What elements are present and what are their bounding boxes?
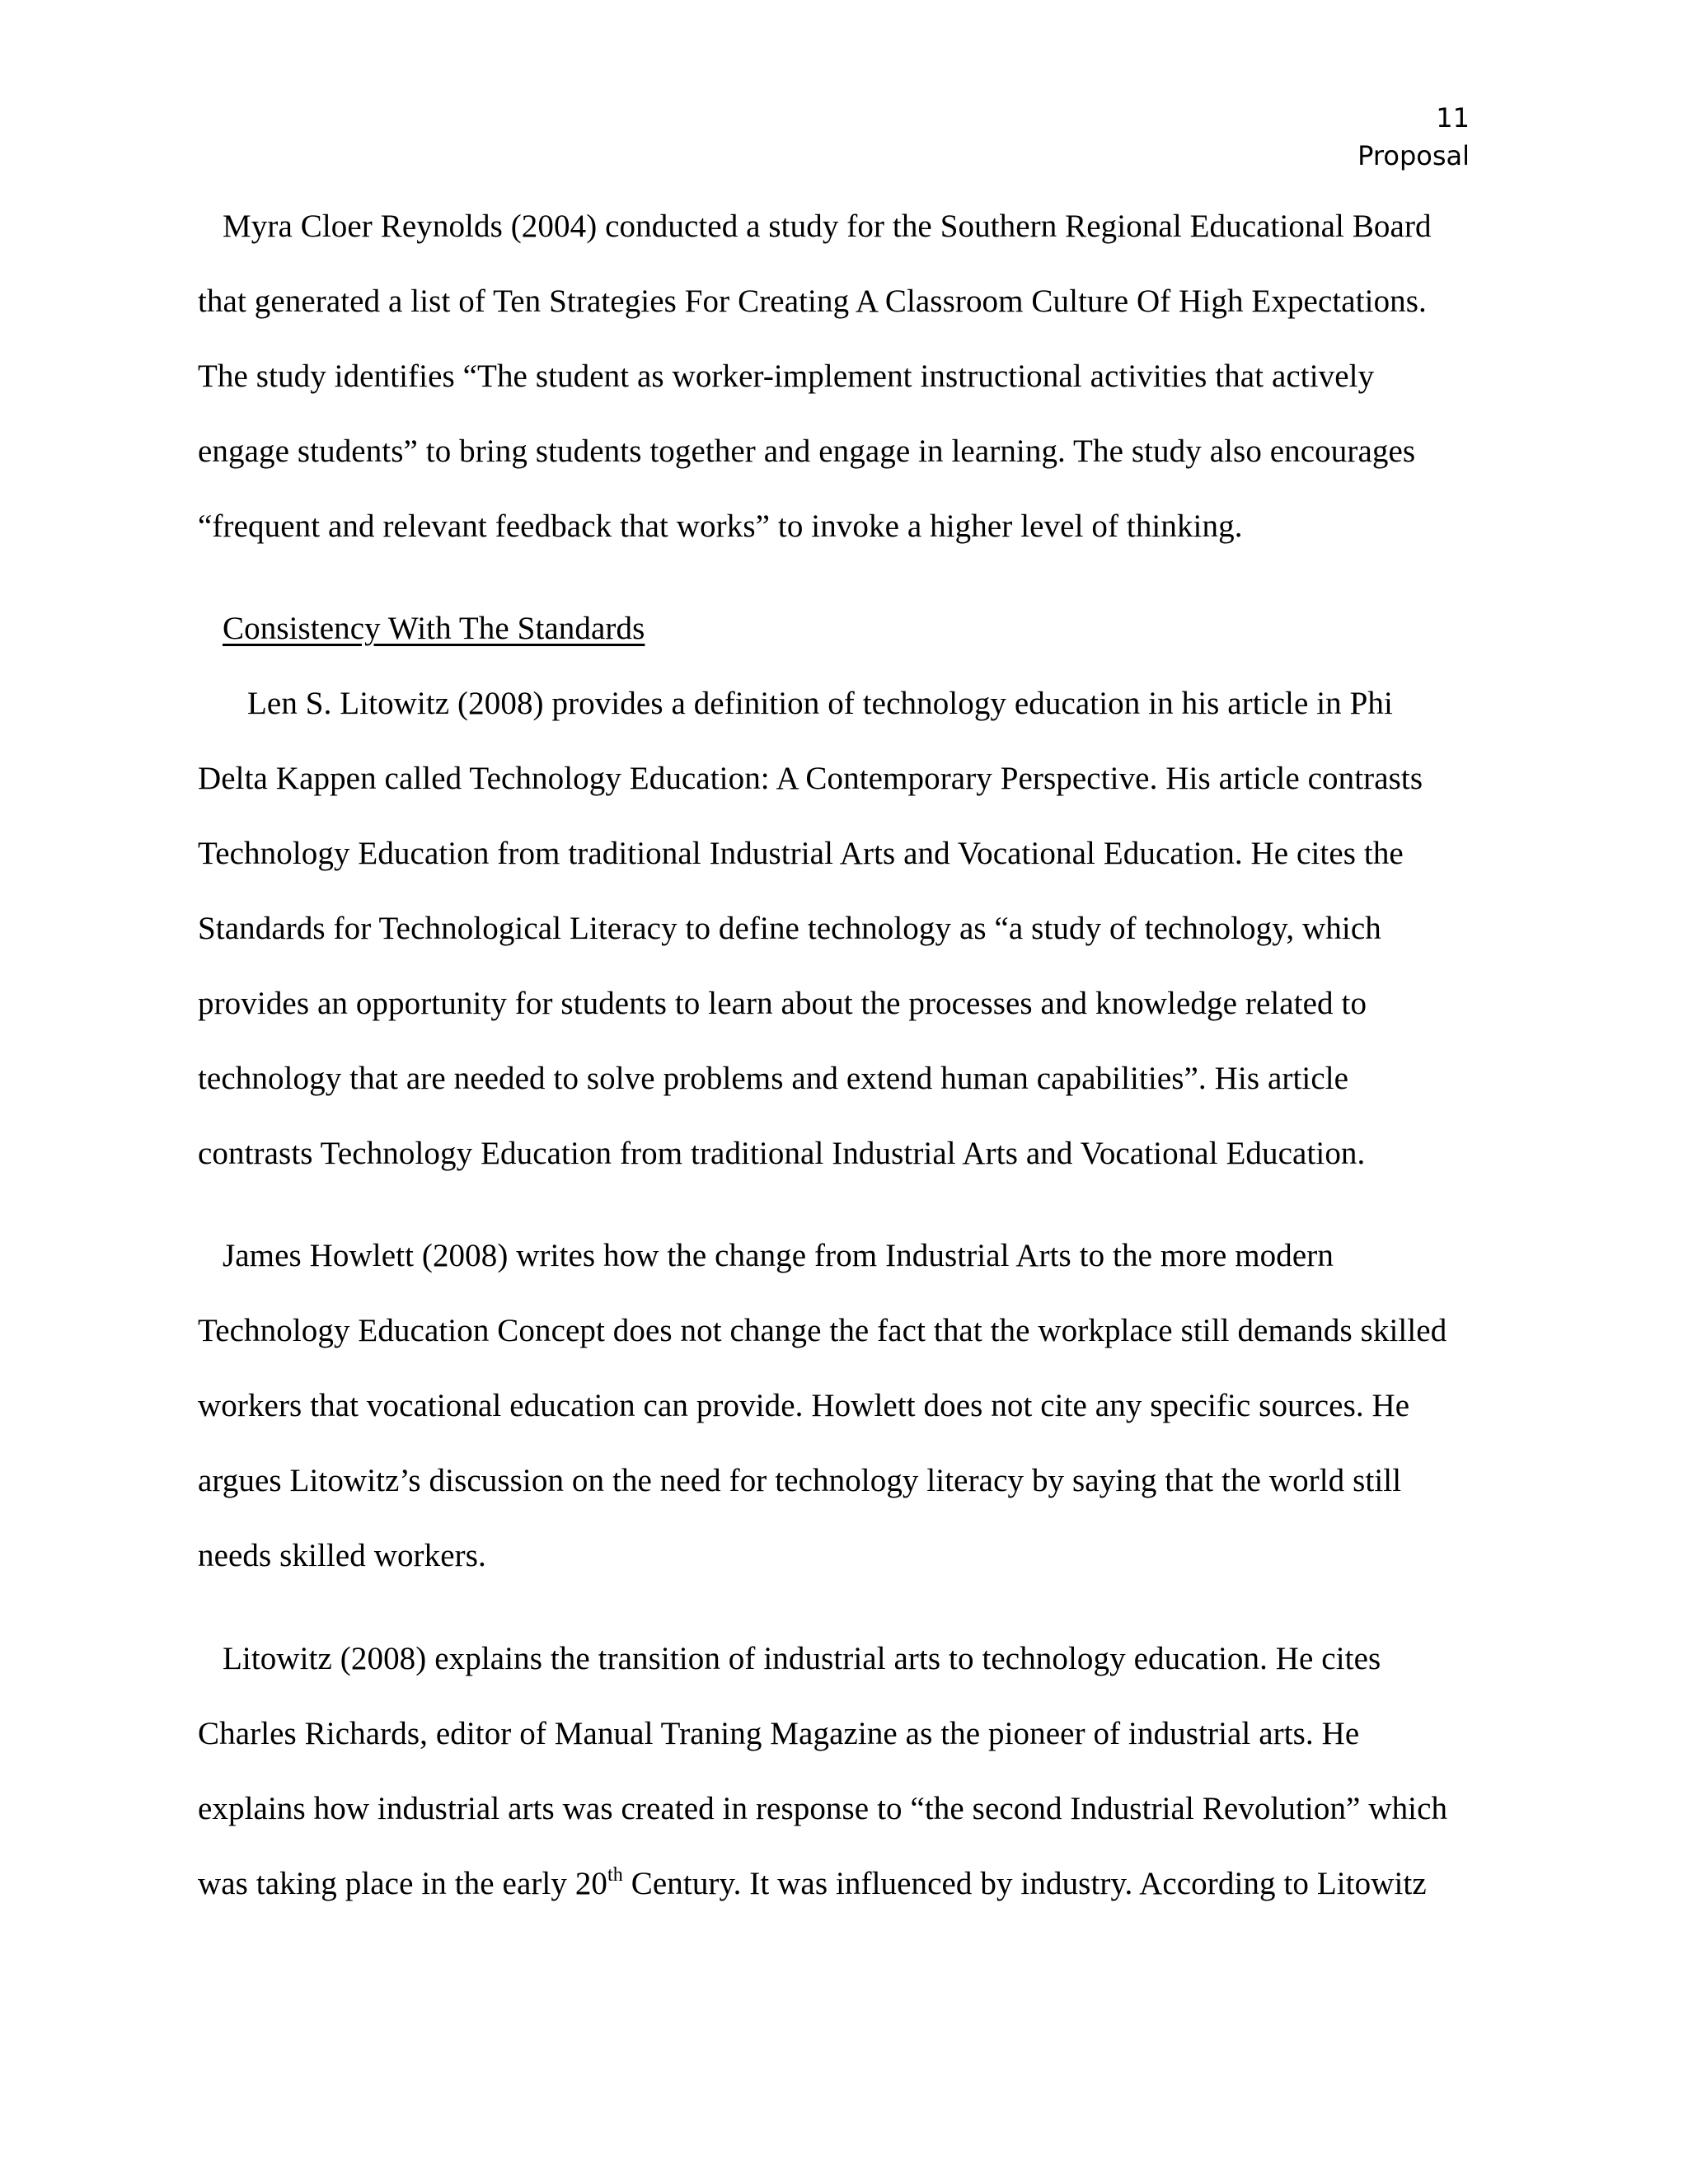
ordinal-suffix: th [607,1864,623,1886]
para4-line4-start: was taking place in the early 20 [198,1866,608,1901]
para2-line1: Len S. Litowitz (2008) provides a definition of technology education in his article in Phi [247,686,1393,721]
para2-line4: Standards for Technological Literacy to define technology as “a study of technology, which [198,911,1381,946]
para4-line3: explains how industrial arts was created in response to “the second Industrial Revolution” which [198,1791,1448,1826]
para2-line3: Technology Education from traditional Industrial Arts and Vocational Education. He cites the [198,836,1404,871]
running-title: Proposal [1357,140,1470,171]
para3-line5: needs skilled workers. [198,1538,486,1573]
para1-line4: engage students” to bring students together and engage in learning. The study also encourages [198,434,1416,469]
para1-line5: “frequent and relevant feedback that works” to invoke a higher level of thinking. [198,509,1243,544]
page-header [1357,99,1470,175]
para1-line2: that generated a list of Ten Strategies For Creating A Classroom Culture Of High Expectations. [198,284,1427,319]
para2-line6: technology that are needed to solve problems and extend human capabilities”. His article [198,1061,1349,1096]
page-number: 11 [1436,102,1470,134]
para3-line4: argues Litowitz’s discussion on the need for technology literacy by saying that the world still [198,1463,1402,1498]
para2-line2: Delta Kappen called Technology Education: A Contemporary Perspective. His article contrasts [198,761,1423,796]
para3-line3: workers that vocational education can provide. Howlett does not cite any specific sources. He [198,1388,1410,1423]
para4-line4-end: Century. It was influenced by industry. According to Litowitz [622,1866,1427,1901]
para4-line4 [198,1865,1427,1907]
para4-line2: Charles Richards, editor of Manual Traning Magazine as the pioneer of industrial arts. He [198,1716,1360,1751]
para2-line5: provides an opportunity for students to learn about the processes and knowledge related to [198,986,1367,1021]
para1-line1: Myra Cloer Reynolds (2004) conducted a study for the Southern Regional Educational Board [223,209,1432,244]
para3-line1: James Howlett (2008) writes how the change from Industrial Arts to the more modern [223,1238,1334,1273]
para3-line2: Technology Education Concept does not change the fact that the workplace still demands skilled [198,1313,1447,1348]
section-heading: Consistency With The Standards [223,611,645,646]
para1-line3: The study identifies “The student as worker-implement instructional activities that actively [198,359,1375,394]
para2-line7: contrasts Technology Education from traditional Industrial Arts and Vocational Education. [198,1136,1366,1171]
para4-line1: Litowitz (2008) explains the transition of industrial arts to technology education. He cites [223,1641,1381,1676]
